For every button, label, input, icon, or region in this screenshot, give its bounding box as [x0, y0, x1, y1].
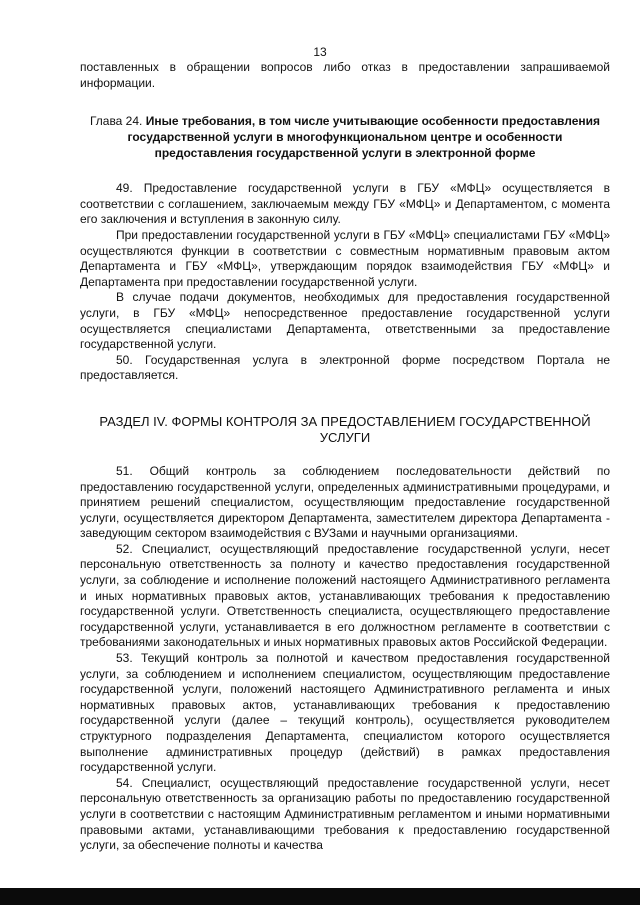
intro-paragraph: поставленных в обращении вопросов либо отказ в предоставлении запрашиваемой информации.	[80, 60, 610, 90]
paragraph-mfc-functions: При предоставлении государственной услуги в ГБУ «МФЦ» специалистами ГБУ «МФЦ» осуществляются функции в соответствии с совместным нормативным правовым актом Департамента и ГБУ «МФЦ», утверждающим порядок взаимодействия ГБУ «МФЦ» и Департамента при предоставлении государственной услуги.	[80, 227, 610, 289]
document-body	[80, 60, 610, 854]
paragraph-54: 54. Специалист, осуществляющий предоставление государственной услуги, несет персональную ответственность за организацию работы по предоставлению государственной услуги в соответствии с настоящим Административным регламентом и иными нормативными правовыми актами, устанавливающими требования к предоставлению государственной услуги, за обеспечение полноты и качества	[80, 775, 610, 853]
paragraph-mfc-documents: В случае подачи документов, необходимых для предоставления государственной услуги, в ГБУ «МФЦ» непосредственное предоставление государственной услуги осуществляется специалистами Департамента, ответственными за предоставление государственной услуги.	[80, 290, 610, 352]
chapter-title: Иные требования, в том числе учитывающие особенности предоставления государственной услуги в многофункциональном центре и особенности предоставления государственной услуги в электронной форме	[127, 114, 601, 161]
page-number: 13	[313, 45, 327, 59]
paragraph-49: 49. Предоставление государственной услуги в ГБУ «МФЦ» осуществляется в соответствии с соглашением, заключаемым между ГБУ «МФЦ» и Департаментом, с момента его заключения и вступления в законную силу.	[80, 181, 610, 227]
section-heading: РАЗДЕЛ IV. ФОРМЫ КОНТРОЛЯ ЗА ПРЕДОСТАВЛЕНИЕМ ГОСУДАРСТВЕННОЙ УСЛУГИ	[99, 413, 591, 445]
paragraph-53: 53. Текущий контроль за полнотой и качеством предоставления государственной услуги, за соблюдением и исполнением специалистом, осуществляющим предоставление государственной услуги, положений настоящего Административного регламента и иных нормативных правовых актов, устанавливающих требования к предоставлению государственной услуги (далее – текущий контроль), осуществляется руководителем структурного подразделения Департамента, специалистом которого осуществляется выполнение административных процедур (действий) в рамках предоставления государственной услуги.	[80, 651, 610, 775]
paragraph-50: 50. Государственная услуга в электронной форме посредством Портала не предоставляется.	[80, 352, 610, 383]
paragraph-52: 52. Специалист, осуществляющий предоставление государственной услуги, несет персональную ответственность за полноту и качество предоставления государственной услуги, за соблюдение и исполнение положений настоящего Административного регламента и иных нормативных правовых актов, устанавливающих требования к предоставлению государственной услуги. Ответственность специалиста, осуществляющего предоставление государственной услуги, устанавливается в его должностном регламенте в соответствии с требованиями законодательных и иных нормативных правовых актов Российской Федерации.	[80, 541, 610, 650]
paragraph-51: 51. Общий контроль за соблюдением последовательности действий по предоставлению государственной услуги, определенных административными процедурами, и принятием решений специалистом, осуществляющим предоставление государственной услуги, осуществляется директором Департамента, заместителем директора Департамента - заведующим сектором взаимодействия с ВУЗами и научными организациями.	[80, 463, 610, 541]
chapter-heading	[80, 113, 610, 161]
scan-bottom-edge	[0, 888, 640, 905]
chapter-label: Глава 24.	[89, 114, 143, 129]
